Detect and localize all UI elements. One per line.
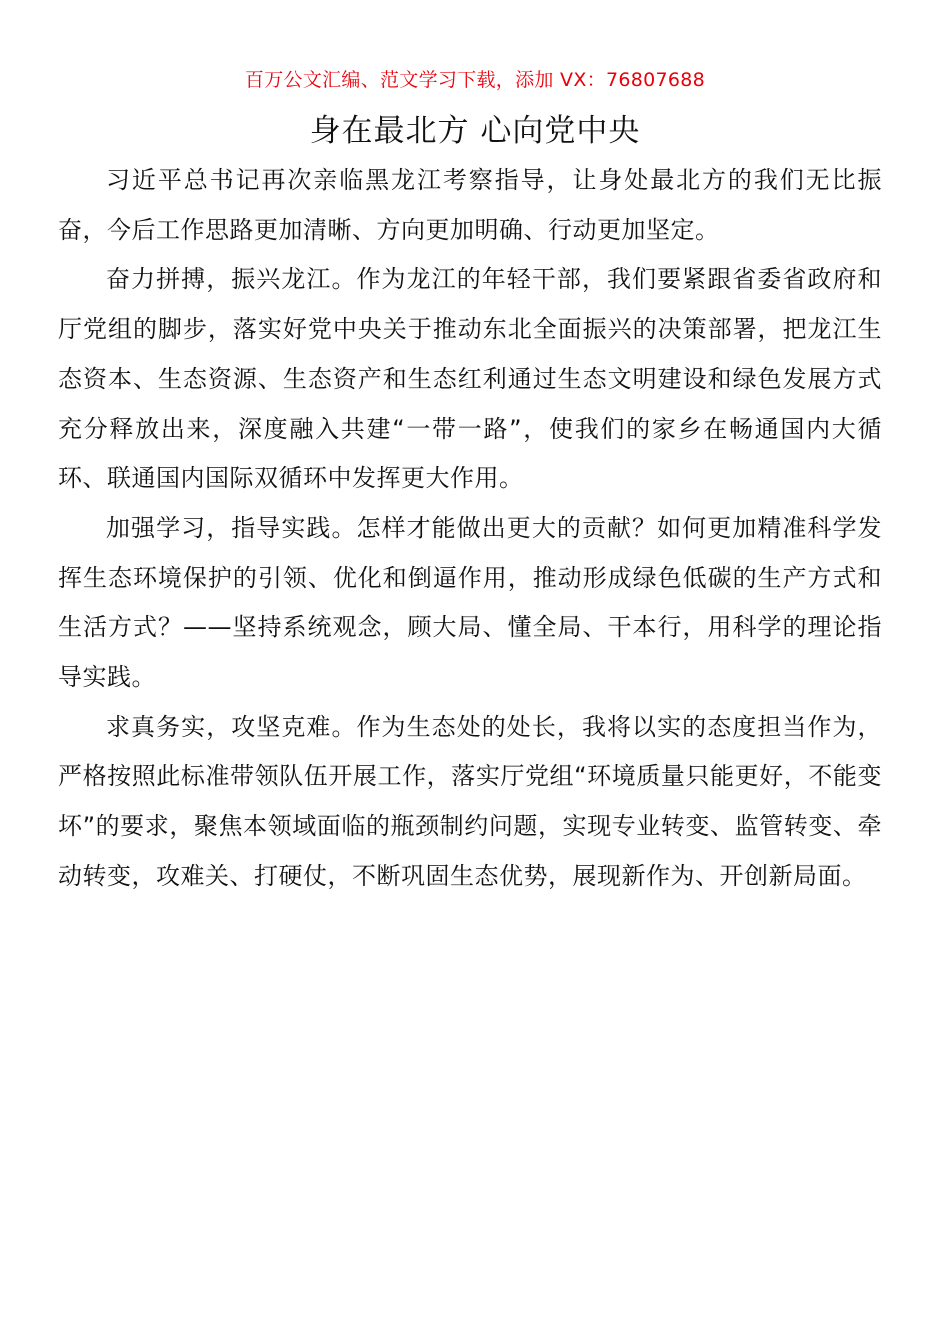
document-title: 身在最北方 心向党中央 [309,113,641,149]
paragraph-2: 奋力拼搏，振兴龙江。作为龙江的年轻干部，我们要紧跟省委省政府和厅党组的脚步，落实好党中央关于推动东北全面振兴的决策部署，把龙江生态资本、生态资源、生态资产和生态红利通过生态文明建设和绿色发展方式充分释放出来，深度融入共建“一带一路”，使我们的家乡在畅通国内大循环、联通国内国际双循环中发挥更大作用。 [58,265,882,493]
document-body [58,156,882,902]
paragraph-4: 求真务实，攻坚克难。作为生态处的处长，我将以实的态度担当作为，严格按照此标准带领队伍开展工作，落实厅党组“环境质量只能更好，不能变坏”的要求，聚焦本领域面临的瓶颈制约问题，实现专业转变、监管转变、牵动转变，攻难关、打硬仗，不断巩固生态优势，展现新作为、开创新局面。 [58,712,882,890]
paragraph-3: 加强学习，指导实践。怎样才能做出更大的贡献？如何更加精准科学发挥生态环境保护的引领、优化和倒逼作用，推动形成绿色低碳的生产方式和生活方式？——坚持系统观念，顾大局、懂全局、干本行，用科学的理论指导实践。 [58,513,882,692]
paragraph-1: 习近平总书记再次亲临黑龙江考察指导，让身处最北方的我们无比振奋，今后工作思路更加清晰、方向更加明确、行动更加坚定。 [58,166,882,244]
header-promo-note: 百万公文汇编、范文学习下载，添加 VX：76807688 [244,69,706,91]
